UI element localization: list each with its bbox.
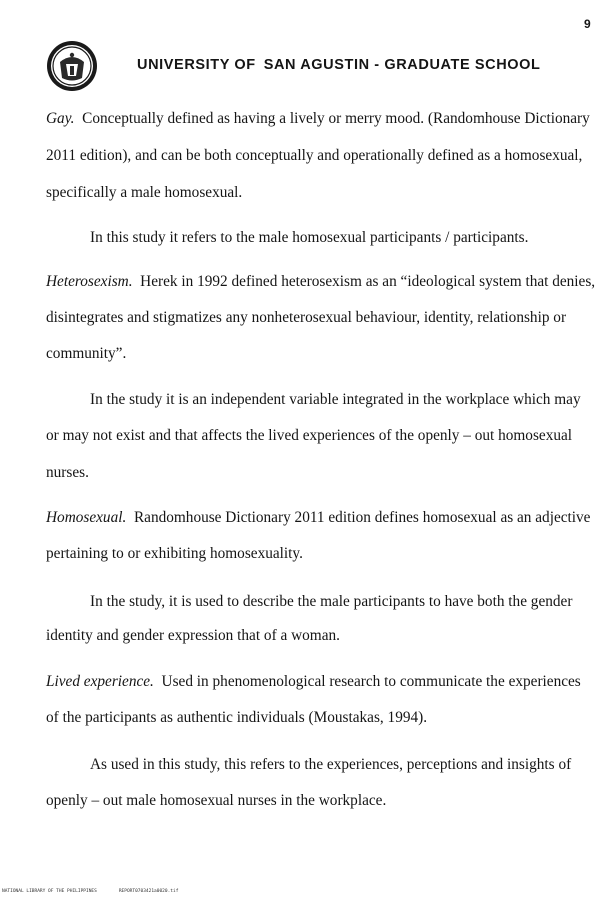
heterosexism-study-note-2: or may not exist and that affects the lived experiences of the openly – out homosexual (46, 427, 573, 444)
gay-definition-line1 (46, 110, 590, 128)
scan-footer (2, 889, 178, 894)
header-school: SAN AGUSTIN - GRADUATE SCHOOL (263, 57, 541, 73)
gay-definition-line3: specifically a male homosexual. (46, 184, 243, 201)
footer-file-ref: REPORT0703421a0020.tif (118, 889, 179, 894)
term-homosexual: Homosexual. (46, 509, 127, 526)
homosexual-study-note-2: identity and gender expression that of a woman. (46, 627, 340, 644)
heterosexism-study-note-3: nurses. (46, 464, 89, 481)
term-heterosexism: Heterosexism. (46, 273, 133, 290)
gay-text-1: Conceptually defined as having a lively or merry mood. (Randomhouse Dictionary (82, 110, 590, 127)
lived-experience-text-1: Used in phenomenological research to communicate the experiences (161, 673, 581, 690)
gay-definition-line2: 2011 edition), and can be both conceptually and operationally defined as a homosexual, (46, 147, 583, 164)
footer-library: NATIONAL LIBRARY OF THE PHILIPPINES (2, 889, 97, 894)
homosexual-definition-line1 (46, 509, 590, 527)
heterosexism-definition-line3: community”. (46, 345, 127, 362)
heterosexism-definition-line1 (46, 273, 595, 291)
page-number: 9 (584, 17, 591, 31)
header-title (137, 57, 541, 73)
heterosexism-definition-line2: disintegrates and stigmatizes any nonheterosexual behaviour, identity, relationship or (46, 309, 567, 326)
heterosexism-text-1: Herek in 1992 defined heterosexism as an “ideological system that denies, (140, 273, 596, 290)
gay-study-note: In this study it refers to the male homosexual participants / participants. (90, 229, 529, 246)
lived-experience-study-note-2: openly – out male homosexual nurses in the workplace. (46, 792, 387, 809)
university-seal-icon (46, 40, 98, 92)
header-university: UNIVERSITY OF (137, 57, 256, 73)
lived-experience-definition-line2: of the participants as authentic individuals (Moustakas, 1994). (46, 709, 428, 726)
homosexual-study-note-1: In the study, it is used to describe the male participants to have both the gender (90, 593, 573, 610)
homosexual-text-1: Randomhouse Dictionary 2011 edition defines homosexual as an adjective (133, 509, 591, 526)
heterosexism-study-note-1: In the study it is an independent variable integrated in the workplace which may (90, 391, 581, 408)
term-lived-experience: Lived experience. (46, 673, 154, 690)
homosexual-definition-line2: pertaining to or exhibiting homosexuality. (46, 545, 303, 562)
term-gay: Gay. (46, 110, 75, 127)
lived-experience-definition-line1 (46, 673, 581, 691)
lived-experience-study-note-1: As used in this study, this refers to the experiences, perceptions and insights of (90, 756, 572, 773)
